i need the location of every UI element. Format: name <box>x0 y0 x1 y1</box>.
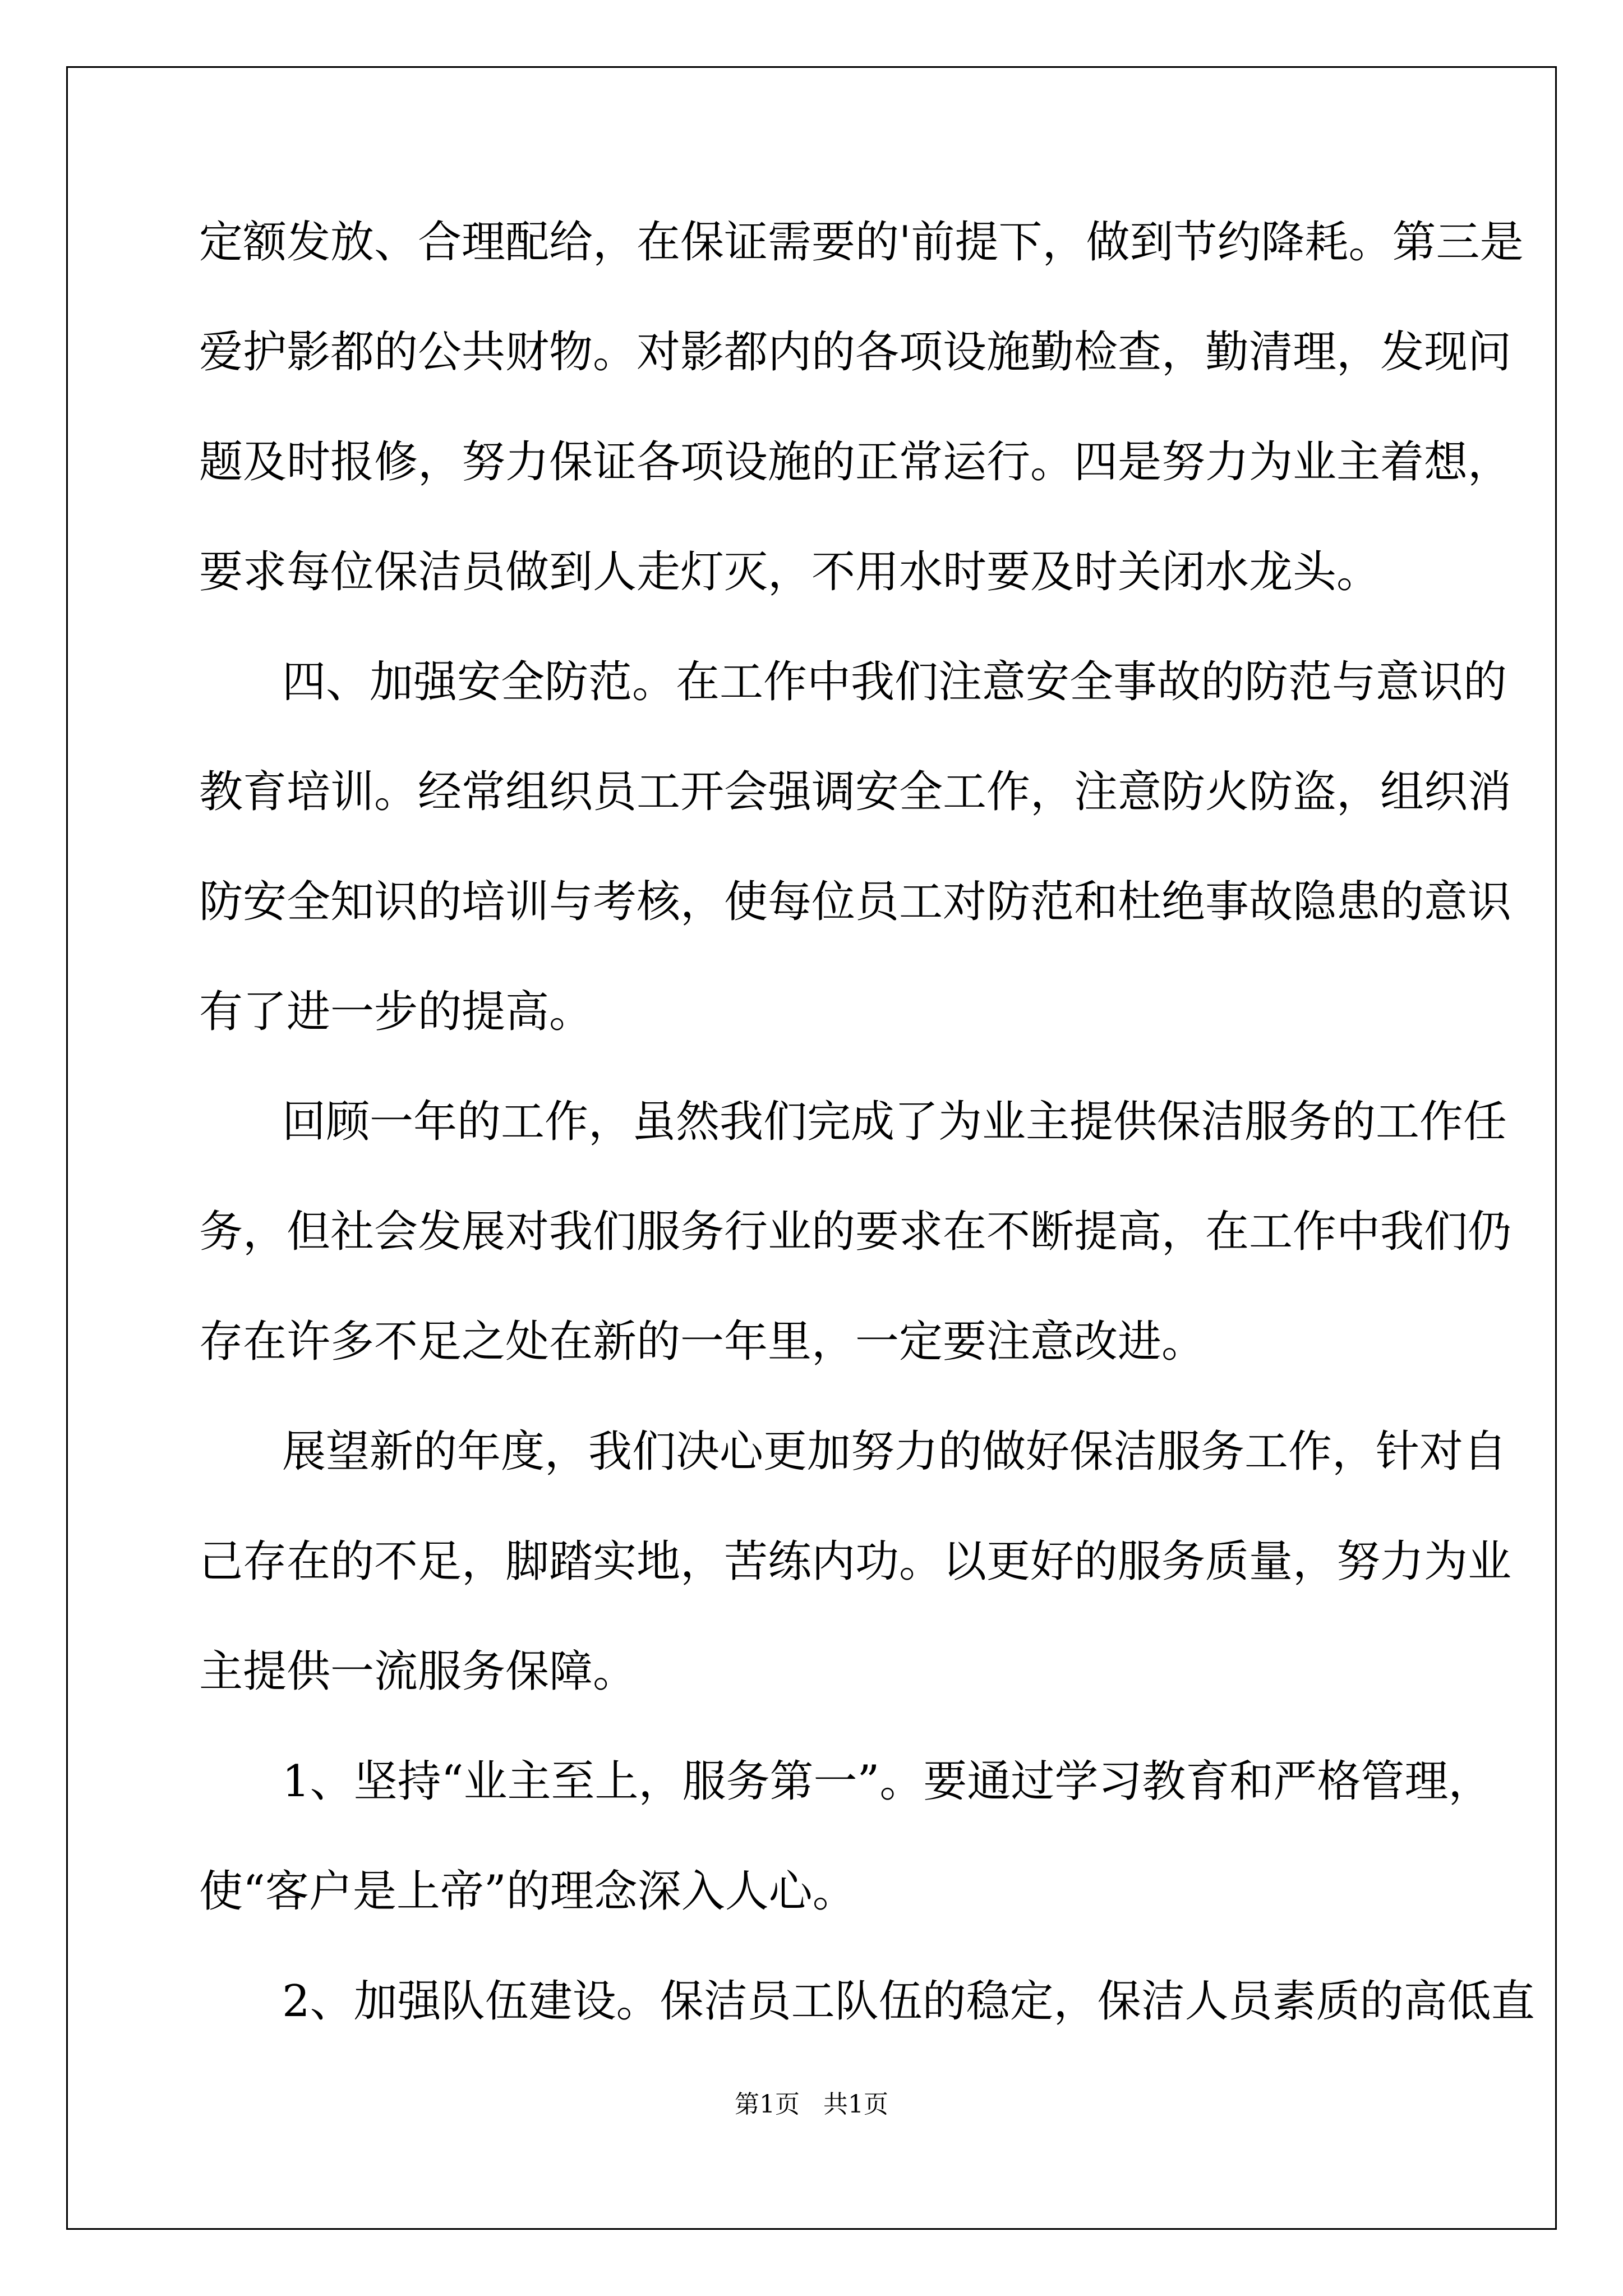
text-line: 爱护影都的公共财物。对影都内的各项设施勤检查，勤清理，发现问 <box>199 327 1512 378</box>
text-line: 题及时报修，努力保证各项设施的正常运行。四是努力为业主着想， <box>199 437 1512 487</box>
text-line: 教育培训。经常组织员工开会强调安全工作，注意防火防盗，组织消 <box>199 767 1512 817</box>
text-line: 有了进一步的提高。 <box>199 987 593 1037</box>
text-line: 务，但社会发展对我们服务行业的要求在不断提高，在工作中我们仍 <box>199 1207 1512 1257</box>
document-body <box>199 210 1535 2079</box>
text-line: 四、加强安全防范。在工作中我们注意安全事故的防范与意识的 <box>282 657 1507 707</box>
text-line: 展望新的年度，我们决心更加努力的做好保洁服务工作，针对自 <box>282 1427 1507 1477</box>
text-line: 己存在的不足，脚踏实地，苦练内功。以更好的服务质量，努力为业 <box>199 1536 1512 1587</box>
text-line: 使“客户是上帝”的理念深入人心。 <box>199 1866 856 1917</box>
text-line: 主提供一流服务保障。 <box>199 1646 637 1697</box>
text-line: 要求每位保洁员做到人走灯灭，不用水时要及时关闭水龙头。 <box>199 547 1381 597</box>
text-line: 回顾一年的工作，虽然我们完成了为业主提供保洁服务的工作任 <box>282 1097 1507 1147</box>
text-line: 防安全知识的培训与考核，使每位员工对防范和杜绝事故隐患的意识 <box>199 877 1512 927</box>
text-line: 定额发放、合理配给，在保证需要的'前提下，做到节约降耗。第三是 <box>199 217 1524 268</box>
text-line: 存在许多不足之处在新的一年里，一定要注意改进。 <box>199 1317 1206 1367</box>
text-line: 2、加强队伍建设。保洁员工队伍的稳定，保洁人员素质的高低直 <box>282 1976 1535 2027</box>
text-line: 1、坚持“业主至上，服务第一”。要通过学习教育和严格管理， <box>282 1756 1492 1807</box>
page-footer: 第1页 共1页 <box>735 2090 888 2119</box>
